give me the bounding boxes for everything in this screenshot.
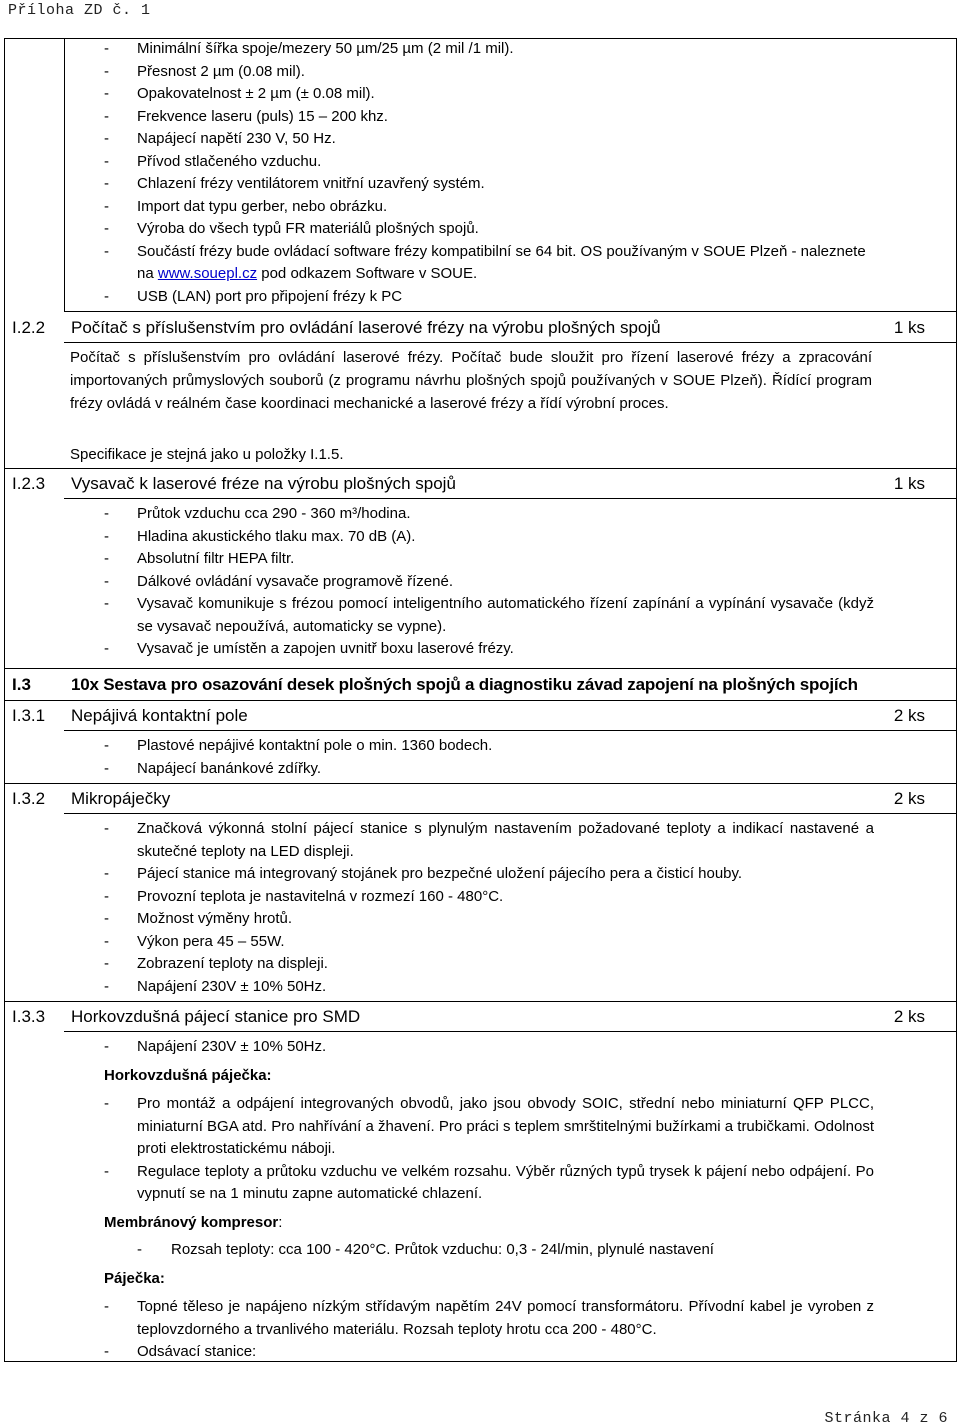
section-title: Vysavač k laserové fréze na výrobu plošných spojů [71,474,456,493]
section-number: I.3 [12,675,31,694]
section-number: I.3.1 [12,706,46,725]
list-item: - Průtok vzduchu cca 290 - 360 m³/hodina. [104,503,874,526]
section-title: Mikropáječky [71,789,171,808]
list-item: - Topné těleso je napájeno nízkým střídavým napětím 24V pomocí transformátoru. Přívodní kabel je vyroben z teplovzdorného a trvanlivého materiálu. Rozsah teploty hrotu cca 200 - 480°C. [104,1296,874,1341]
list-item: - Hladina akustického tlaku max. 70 dB (A). [104,526,874,549]
list-item: - Opakovatelnost ± 2 µm (± 0.08 mil). [104,83,874,106]
list-item: - Dálkové ovládání vysavače programově řízené. [104,571,874,594]
divider [4,668,957,669]
hot-air-station-spec [104,1036,874,1364]
list-item: - Vysavač je umístěn a zapojen uvnitř boxu laserové frézy. [104,638,874,661]
divider [64,342,957,343]
list-item: - Součástí frézy bude ovládací software frézy kompatibilní se 64 bit. OS používaným v SOUE Plzeň - naleznete na www.souepl.cz pod odkazem Software v SOUE. [104,241,874,286]
list-item: - Přívod stlačeného vzduchu. [104,151,874,174]
soldering-iron-spec-list [104,818,874,998]
list-item: - Plastové nepájivé kontaktní pole o min. 1360 bodech. [104,735,874,758]
breadboard-spec-list [104,735,874,780]
list-item: - Napájení 230V ± 10% 50Hz. [104,976,874,999]
section-title: Počítač s příslušenstvím pro ovládání laserové frézy na výrobu plošných spojů [71,318,661,337]
section-quantity: 1 ks [893,474,925,493]
section-spec-note: Specifikace je stejná jako u položky I.1.5. [70,446,344,463]
section-title: Nepájivá kontaktní pole [71,706,248,725]
section-quantity: 2 ks [893,789,925,808]
divider [4,700,957,701]
list-item: - Minimální šířka spoje/mezery 50 µm/25 µm (2 mil /1 mil). [104,38,874,61]
list-item: - Provozní teplota je nastavitelná v rozmezí 160 - 480°C. [104,886,874,909]
list-item: - Přesnost 2 µm (0.08 mil). [104,61,874,84]
section-title: Horkovzdušná pájecí stanice pro SMD [71,1007,361,1026]
list-item: - Odsávací stanice: [104,1341,874,1364]
top-spec-list [104,38,874,308]
list-item: - Regulace teploty a průtoku vzduchu ve velkém rozsahu. Výběr různých typů trysek k pájení nebo odpájení. Po vypnutí se na 1 minutu zapne automatické chlazení. [104,1161,874,1206]
list-item: - Výkon pera 45 – 55W. [104,931,874,954]
section-title: 10x Sestava pro osazování desek plošných spojů a diagnostiku závad zapojení na plošných spojích [71,675,858,694]
section-quantity: 2 ks [893,706,925,725]
souepl-link[interactable]: www.souepl.cz [157,265,258,282]
list-item: - Napájení 230V ± 10% 50Hz. [104,1036,874,1059]
section-number: I.2.2 [12,318,46,337]
hot-air-label: Horkovzdušná páječka: [104,1066,272,1084]
iron-label: Páječka: [104,1269,165,1287]
divider [64,1031,957,1032]
section-number: I.3.3 [12,1007,46,1026]
list-item: - Vysavač komunikuje s frézou pomocí inteligentního automatického řízení zapínání a vypínání vysavače (když se vysavač nepoužívá, automaticky se vypne). [104,593,874,638]
list-item: - Pájecí stanice má integrovaný stojánek pro bezpečné uložení pájecího pera a čisticí houby. [104,863,874,886]
divider [4,1001,957,1002]
section-number: I.3.2 [12,789,46,808]
list-item: - Rozsah teploty: cca 100 - 420°C. Průtok vzduchu: 0,3 - 24l/min, plynulé nastavení [104,1239,874,1262]
page-header: Příloha ZD č. 1 [8,2,151,19]
list-item: - Pro montáž a odpájení integrovaných obvodů, jako jsou obvody SOIC, střední nebo miniaturní QFP PLCC, miniaturní BGA atd. Pro nahřívání a žhavení. Pro práci s teplem smrštitelnými bužírkami a trubičkami. Odolnost proti elektrostatickému náboji. [104,1093,874,1161]
divider [64,813,957,814]
divider [4,783,957,784]
compressor-label: Membránový kompresor: [104,1213,283,1231]
section-quantity: 2 ks [893,1007,925,1026]
list-item: - Výroba do všech typů FR materiálů plošných spojů. [104,218,874,241]
list-item: - Zobrazení teploty na displeji. [104,953,874,976]
page-footer: Stránka 4 z 6 [824,1410,948,1427]
list-item: - Značková výkonná stolní pájecí stanice s plynulým nastavením požadované teploty a indikací nastavené a skutečné teploty na LED displeji. [104,818,874,863]
list-item: - Napájecí banánkové zdířky. [104,758,874,781]
list-item: - Chlazení frézy ventilátorem vnitřní uzavřený systém. [104,173,874,196]
list-item: - Možnost výměny hrotů. [104,908,874,931]
list-item: - Frekvence laseru (puls) 15 – 200 khz. [104,106,874,129]
divider [64,730,957,731]
list-item: - Absolutní filtr HEPA filtr. [104,548,874,571]
list-item: - USB (LAN) port pro připojení frézy k PC [104,286,874,309]
section-number: I.2.3 [12,474,46,493]
vacuum-spec-list [104,503,874,661]
divider [4,468,957,469]
section-quantity: 1 ks [893,318,925,337]
list-item: - Napájecí napětí 230 V, 50 Hz. [104,128,874,151]
section-paragraph: Počítač s příslušenstvím pro ovládání laserové frézy. Počítač bude sloužit pro řízení laserové frézy a zpracování importovaných průmyslových souborů (z programu návrhu plošných spojů používaných v SOUE Plzeň). Řídící program frézy ovládá v reálném čase koordinaci mechanické a laserové frézy a řídí výrobní proces. [70,349,872,412]
list-item: - Import dat typu gerber, nebo obrázku. [104,196,874,219]
divider [64,498,957,499]
